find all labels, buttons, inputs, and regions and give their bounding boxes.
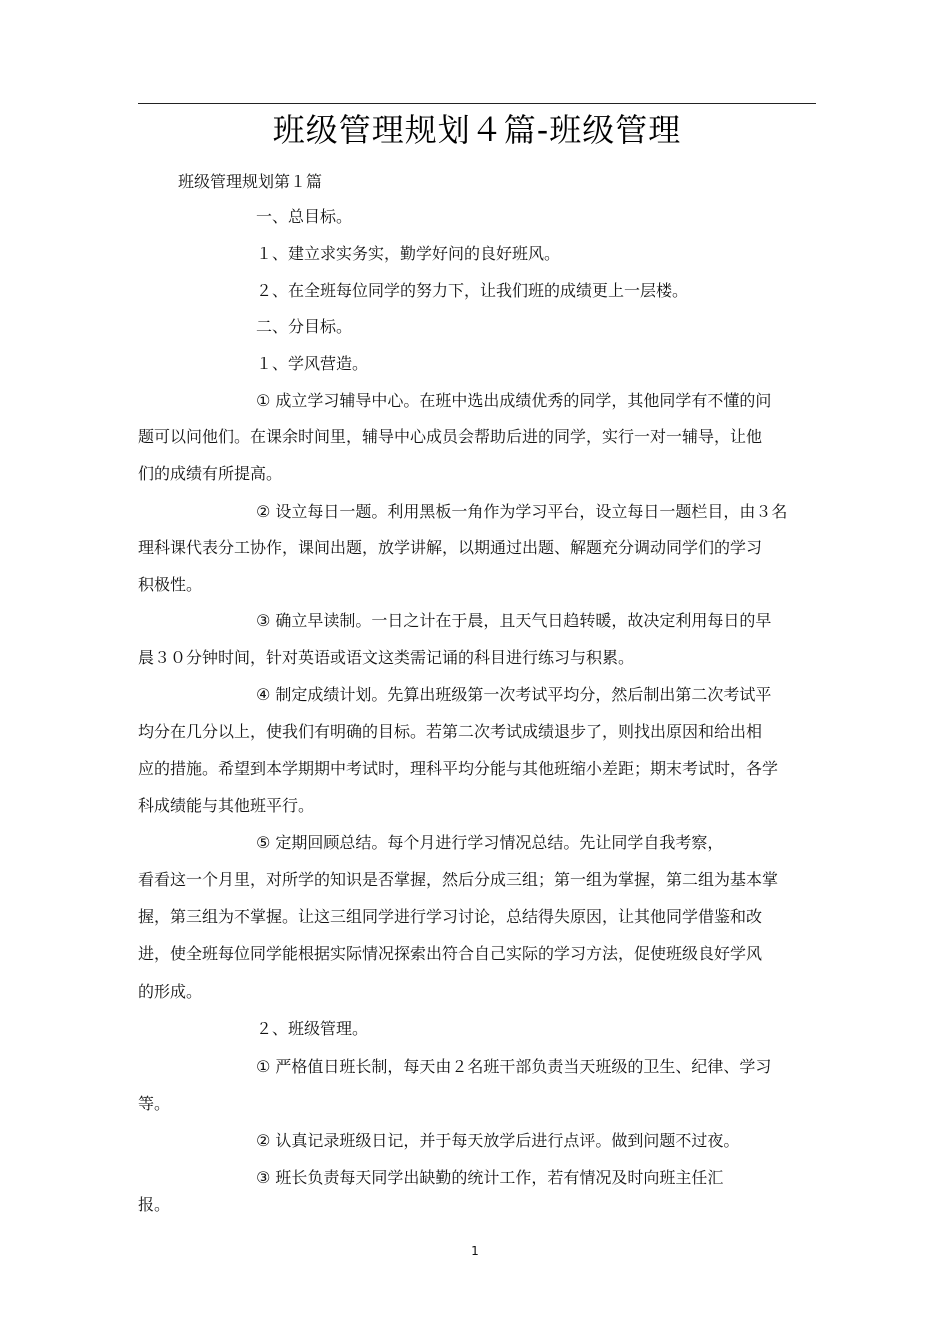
paragraph-line: ⑤ 定期回顾总结。每个月进行学习情况总结。先让同学自我考察， bbox=[256, 833, 724, 852]
paragraph-line: ２、在全班每位同学的努力下，让我们班的成绩更上一层楼。 bbox=[256, 281, 689, 300]
paragraph-line: １、建立求实务实，勤学好问的良好班风。 bbox=[256, 244, 561, 263]
paragraph-line: 晨３０分钟时间，针对英语或语文这类需记诵的科目进行练习与积累。 bbox=[138, 648, 635, 667]
paragraph-line: 一、总目标。 bbox=[256, 207, 353, 226]
paragraph-line: 理科课代表分工协作，课间出题，放学讲解，以期通过出题、解题充分调动同学们的学习 bbox=[138, 538, 763, 557]
paragraph-line: 均分在几分以上，使我们有明确的目标。若第二次考试成绩退步了，则找出原因和给出相 bbox=[138, 722, 763, 741]
paragraph-line: 们的成绩有所提高。 bbox=[138, 464, 283, 483]
paragraph-line: ③ 班长负责每天同学出缺勤的统计工作，若有情况及时向班主任汇 bbox=[256, 1168, 724, 1187]
paragraph-line: 进，使全班每位同学能根据实际情况探索出符合自己实际的学习方法，促使班级良好学风 bbox=[138, 944, 763, 963]
paragraph-line: ② 设立每日一题。利用黑板一角作为学习平台，设立每日一题栏目，由３名 bbox=[256, 502, 788, 521]
paragraph-line: 科成绩能与其他班平行。 bbox=[138, 796, 315, 815]
paragraph-line: 题可以问他们。在课余时间里，辅导中心成员会帮助后进的同学，实行一对一辅导，让他 bbox=[138, 427, 763, 446]
paragraph-line: 等。 bbox=[138, 1094, 171, 1113]
paragraph-line: ① 成立学习辅导中心。在班中选出成绩优秀的同学，其他同学有不懂的问 bbox=[256, 391, 772, 410]
paragraph-line: 积极性。 bbox=[138, 575, 203, 594]
paragraph-line: ② 认真记录班级日记，并于每天放学后进行点评。做到问题不过夜。 bbox=[256, 1131, 740, 1150]
paragraph-line: １、学风营造。 bbox=[256, 354, 369, 373]
paragraph-line: 握，第三组为不掌握。让这三组同学进行学习讨论，总结得失原因，让其他同学借鉴和改 bbox=[138, 907, 763, 926]
paragraph-line: 报。 bbox=[138, 1195, 171, 1214]
paragraph-line: 应的措施。希望到本学期期中考试时，理科平均分能与其他班缩小差距；期末考试时，各学 bbox=[138, 759, 779, 778]
page-number: 1 bbox=[471, 1244, 479, 1258]
paragraph-line: 的形成。 bbox=[138, 982, 203, 1001]
paragraph-line: ① 严格值日班长制，每天由２名班干部负责当天班级的卫生、纪律、学习 bbox=[256, 1057, 772, 1076]
paragraph-line: 看看这一个月里，对所学的知识是否掌握，然后分成三组；第一组为掌握，第二组为基本掌 bbox=[138, 870, 779, 889]
document-title: 班级管理规划４篇-班级管理 bbox=[272, 111, 682, 149]
paragraph-line: ④ 制定成绩计划。先算出班级第一次考试平均分，然后制出第二次考试平 bbox=[256, 685, 772, 704]
paragraph-line: ③ 确立早读制。一日之计在于晨，且天气日趋转暖，故决定利用每日的早 bbox=[256, 611, 772, 630]
header-rule bbox=[138, 103, 816, 104]
paragraph-line: 二、分目标。 bbox=[256, 317, 353, 336]
section-heading: 班级管理规划第１篇 bbox=[178, 172, 323, 191]
paragraph-line: ２、班级管理。 bbox=[256, 1019, 369, 1038]
